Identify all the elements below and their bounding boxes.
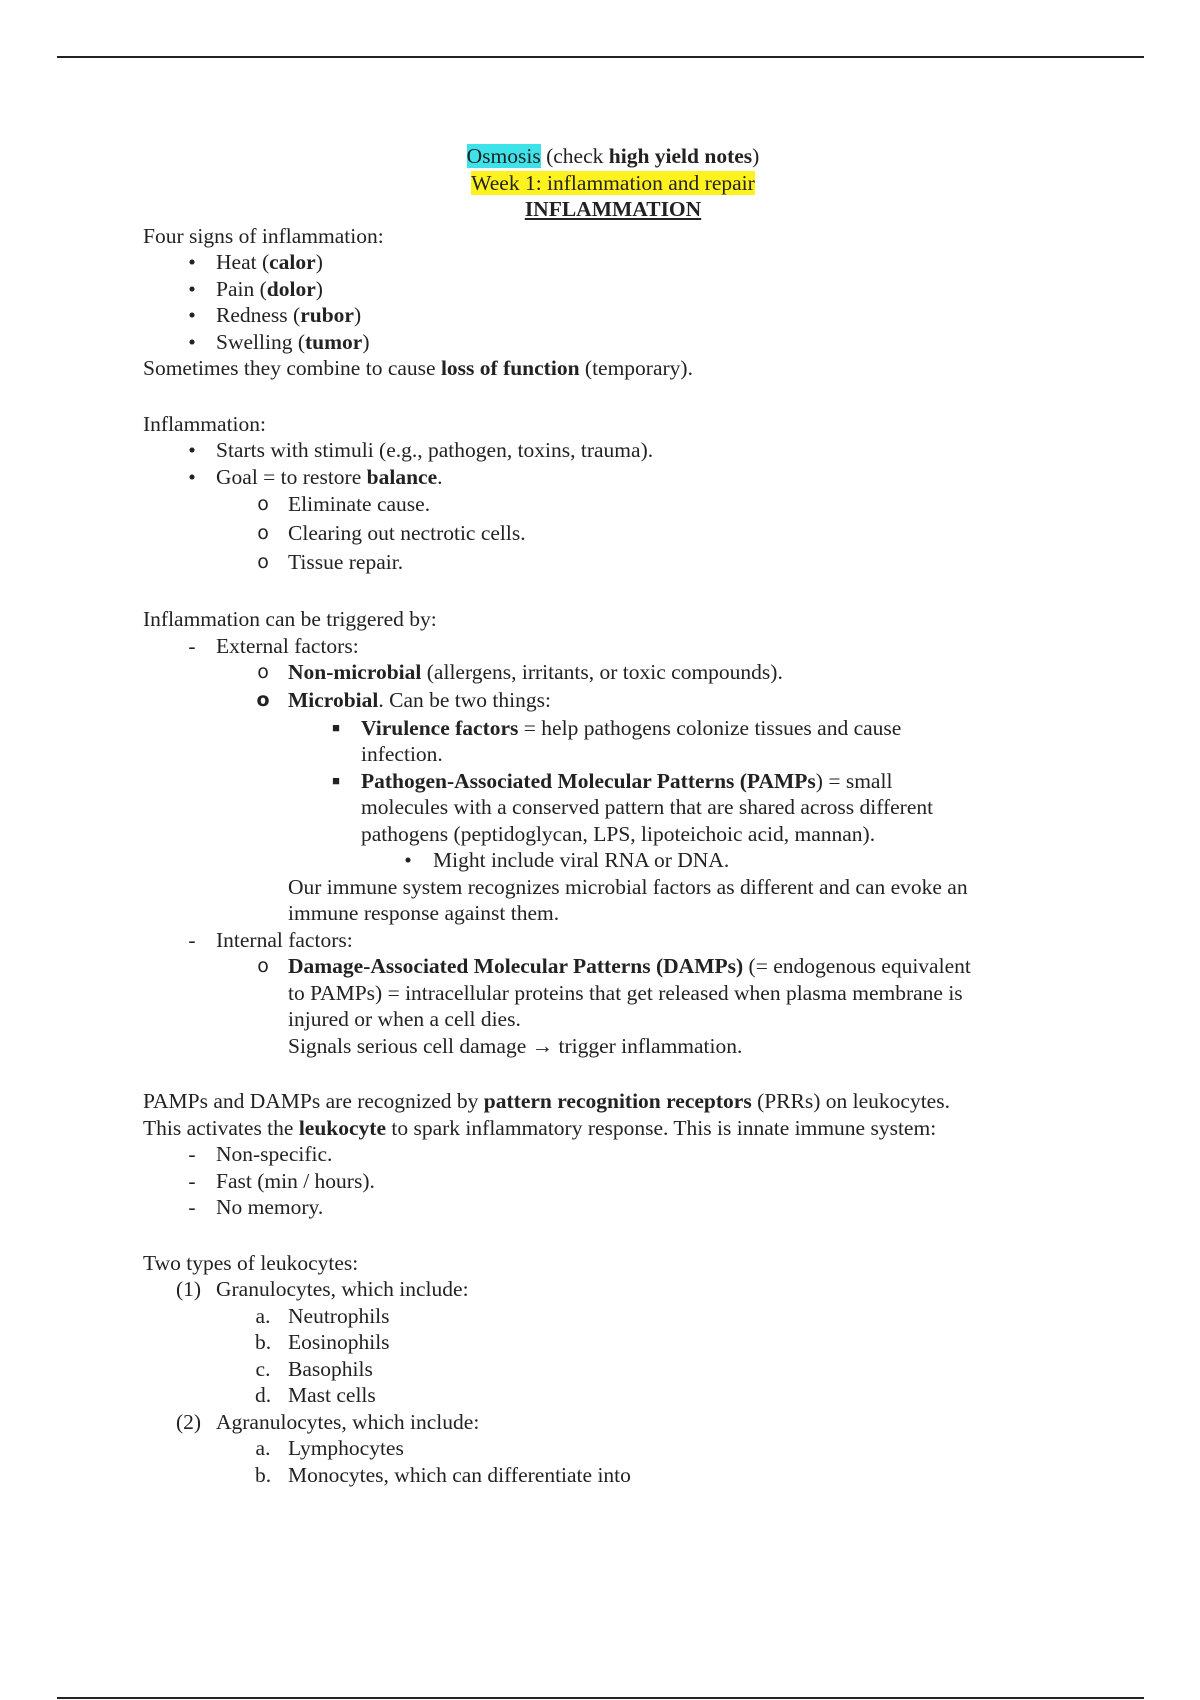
arrow-right-icon: → — [531, 1033, 554, 1058]
list-item: • Redness (rubor) — [143, 302, 1083, 329]
list-item-continuation: molecules with a conserved pattern that are shared across different — [361, 795, 934, 819]
list-item-continuation: pathogens (peptidoglycan, LPS, lipoteichoic acid, mannan). — [361, 821, 876, 846]
immune-note-continuation: immune response against them. — [288, 901, 560, 925]
list-item-continuation: infection. — [361, 742, 443, 766]
bullet-icon: • — [188, 464, 196, 489]
list-item-continuation: to PAMPs) = intracellular proteins that get released when plasma membrane is — [288, 980, 963, 1005]
list-letter: c. — [255, 1356, 271, 1381]
list-item: c. Basophils — [143, 1356, 1083, 1383]
list-item: - Internal factors: — [143, 927, 1083, 954]
circle-bullet-icon: o — [257, 522, 269, 544]
list-item: - No memory. — [143, 1194, 1083, 1221]
list-letter: a. — [255, 1436, 271, 1460]
list-item: (1) Granulocytes, which include: — [176, 1277, 469, 1301]
square-bullet-icon: ■ — [332, 719, 340, 735]
recognition-line-2: This activates the leukocyte to spark inflammatory response. This is innate immune system: — [143, 1115, 937, 1140]
list-item: - Fast (min / hours). — [143, 1168, 1083, 1195]
immune-note: Our immune system recognizes microbial factors as different and can evoke an — [288, 874, 968, 899]
list-item: o Clearing out nectrotic cells. — [143, 519, 1083, 548]
source-line — [143, 143, 1083, 170]
list-item: ■ Virulence factors = help pathogens colonize tissues and cause — [143, 715, 1083, 742]
list-letter: b. — [254, 1462, 272, 1487]
list-letter: a. — [255, 1303, 271, 1328]
list-item: • Swelling (tumor) — [143, 329, 1083, 356]
list-item: • Goal = to restore balance. — [143, 464, 1083, 491]
page-title — [143, 196, 1083, 223]
circle-bullet-icon: o — [257, 551, 269, 573]
signs-heading: Four signs of inflammation: — [143, 223, 384, 248]
list-item: a. Lymphocytes — [143, 1435, 1083, 1462]
list-item: o Microbial. Can be two things: — [143, 686, 1083, 715]
page-title-text: INFLAMMATION — [524, 197, 702, 221]
list-item: • Pain (dolor) — [143, 276, 1083, 303]
dash-bullet-icon: - — [188, 1168, 196, 1193]
circle-bullet-icon: o — [257, 955, 269, 977]
list-item: • Might include viral RNA or DNA. — [143, 847, 1083, 874]
bullet-icon: • — [188, 303, 196, 327]
list-number: (2) — [176, 1409, 202, 1434]
list-letter: b. — [254, 1330, 272, 1354]
damps-signal: Signals serious cell damage → trigger inflammation. — [288, 1033, 743, 1058]
recognition-line-1: PAMPs and DAMPs are recognized by pattern recognition receptors (PRRs) on leukocytes. — [143, 1089, 950, 1113]
signs-summary: Sometimes they combine to cause loss of function (temporary). — [143, 356, 693, 380]
list-item: o Eliminate cause. — [143, 490, 1083, 519]
list-item: a. Neutrophils — [143, 1303, 1083, 1330]
dash-bullet-icon: - — [188, 1142, 196, 1166]
dash-bullet-icon: - — [188, 927, 196, 952]
document-body — [143, 143, 1083, 1488]
bullet-icon: • — [188, 329, 196, 354]
inflammation-heading: Inflammation: — [143, 411, 266, 436]
list-item: - External factors: — [143, 633, 1083, 660]
circle-bullet-icon: o — [256, 688, 270, 711]
bullet-icon: • — [404, 848, 412, 872]
bullet-icon: • — [188, 276, 196, 301]
page-top-rule — [57, 56, 1144, 58]
bullet-icon: • — [188, 250, 196, 274]
week-highlight: Week 1: inflammation and repair — [471, 170, 755, 195]
triggers-heading: Inflammation can be triggered by: — [143, 607, 437, 631]
list-item: • Starts with stimuli (e.g., pathogen, toxins, trauma). — [143, 437, 1083, 464]
dash-bullet-icon: - — [188, 1195, 196, 1219]
leukocytes-heading: Two types of leukocytes: — [143, 1250, 359, 1275]
list-item: o Non-microbial (allergens, irritants, or toxic compounds). — [143, 659, 1083, 686]
source-note: (check — [540, 144, 609, 168]
list-item: ■ Pathogen-Associated Molecular Patterns (PAMPs) = small — [143, 768, 1083, 795]
list-item: • Heat (calor) — [143, 249, 1083, 276]
circle-bullet-icon: o — [257, 661, 269, 683]
square-bullet-icon: ■ — [332, 772, 340, 788]
list-item: o Damage-Associated Molecular Patterns (DAMPs) (= endogenous equivalent — [143, 953, 1083, 980]
week-line — [143, 170, 1083, 197]
list-item: (2) Agranulocytes, which include: — [176, 1409, 480, 1434]
source-note-bold: high yield notes — [608, 144, 753, 168]
list-item-continuation: injured or when a cell dies. — [288, 1007, 521, 1031]
list-number: (1) — [176, 1277, 202, 1301]
list-letter: d. — [254, 1383, 272, 1407]
page-bottom-rule — [57, 1697, 1144, 1699]
list-item: o Tissue repair. — [143, 548, 1083, 577]
list-item: - Non-specific. — [143, 1141, 1083, 1168]
bullet-icon: • — [188, 438, 196, 462]
source-highlight: Osmosis — [466, 144, 541, 168]
circle-bullet-icon: o — [257, 493, 269, 515]
source-note-close: ) — [752, 144, 760, 168]
list-item: b. Monocytes, which can differentiate into — [143, 1462, 1083, 1489]
dash-bullet-icon: - — [188, 633, 196, 658]
list-item: b. Eosinophils — [143, 1329, 1083, 1356]
list-item: d. Mast cells — [143, 1382, 1083, 1409]
